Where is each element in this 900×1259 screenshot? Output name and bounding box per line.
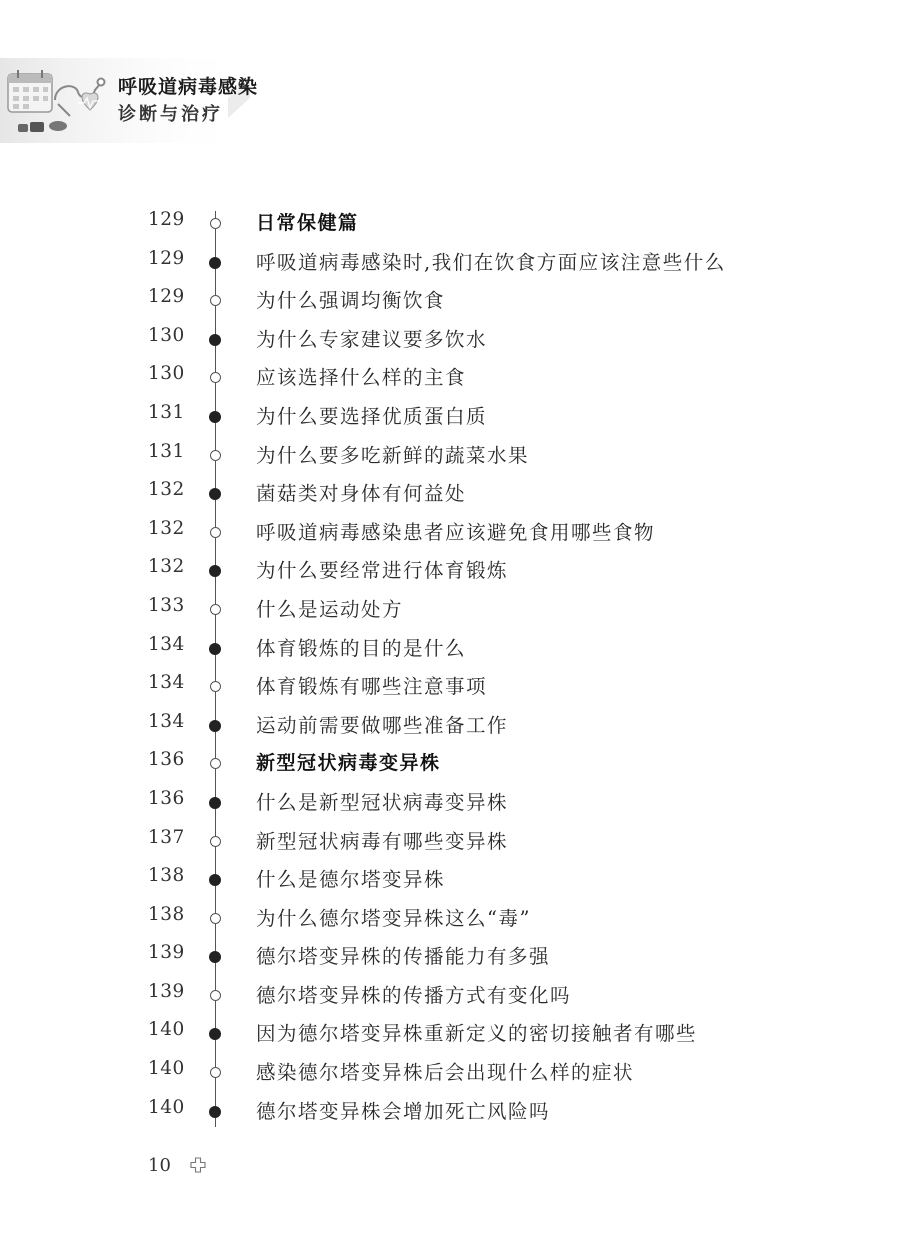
- toc-row[interactable]: [0, 1091, 900, 1130]
- toc-entry-text: 为什么要选择优质蛋白质: [256, 404, 488, 428]
- hollow-bullet-icon: [210, 218, 221, 229]
- toc-entry-text: 为什么德尔塔变异株这么“毒”: [256, 906, 531, 930]
- toc-entry-text: 为什么强调均衡饮食: [256, 289, 446, 313]
- toc-entry-text: 感染德尔塔变异株后会出现什么样的症状: [256, 1061, 635, 1085]
- toc-row[interactable]: [0, 319, 900, 358]
- toc-row[interactable]: [0, 821, 900, 860]
- toc-page-number: 129: [148, 247, 185, 269]
- toc-row[interactable]: [0, 242, 900, 281]
- filled-bullet-icon: [209, 411, 221, 423]
- filled-bullet-icon: [209, 643, 221, 655]
- toc-row[interactable]: [0, 1013, 900, 1052]
- toc-page-number: 139: [148, 980, 185, 1002]
- toc-row[interactable]: [0, 898, 900, 937]
- toc-page-number: 129: [148, 286, 185, 308]
- toc-entry-text: 为什么要经常进行体育锻炼: [256, 559, 509, 583]
- toc-page-number: 137: [148, 826, 185, 848]
- toc-page-number: 130: [148, 324, 185, 346]
- hollow-bullet-icon: [210, 372, 221, 383]
- toc-row[interactable]: [0, 357, 900, 396]
- toc-section-row[interactable]: [0, 743, 900, 782]
- toc-entry-text: 运动前需要做哪些准备工作: [256, 713, 509, 737]
- hollow-bullet-icon: [210, 758, 221, 769]
- filled-bullet-icon: [209, 874, 221, 886]
- toc-page-number: 132: [148, 517, 185, 539]
- toc-entry-text: 菌菇类对身体有何益处: [256, 482, 467, 506]
- toc-page-number: 134: [148, 633, 185, 655]
- toc-entry-text: 什么是德尔塔变异株: [256, 868, 446, 892]
- toc-row[interactable]: [0, 280, 900, 319]
- toc-entry-text: 因为德尔塔变异株重新定义的密切接触者有哪些: [256, 1022, 698, 1046]
- toc-row[interactable]: [0, 859, 900, 898]
- hollow-bullet-icon: [210, 913, 221, 924]
- hollow-bullet-icon: [210, 1067, 221, 1078]
- toc-page-number: 129: [148, 209, 185, 230]
- toc-row[interactable]: [0, 435, 900, 474]
- toc-entry-text: 为什么专家建议要多饮水: [256, 327, 488, 351]
- toc-row[interactable]: [0, 782, 900, 821]
- toc-page-number: 136: [148, 749, 185, 771]
- filled-bullet-icon: [209, 1106, 221, 1118]
- toc-entry-text: 体育锻炼的目的是什么: [256, 636, 467, 660]
- cross-icon: [190, 1157, 206, 1173]
- toc-page-number: 138: [148, 903, 185, 925]
- toc-entry-text: 德尔塔变异株的传播方式有变化吗: [256, 983, 572, 1007]
- toc-page-number: 134: [148, 672, 185, 694]
- toc-entry-text: 什么是运动处方: [256, 597, 404, 621]
- toc-entry-text: 体育锻炼有哪些注意事项: [256, 675, 488, 699]
- filled-bullet-icon: [209, 720, 221, 732]
- toc-page-number: 139: [148, 942, 185, 964]
- book-title: 呼吸道病毒感染: [118, 76, 259, 98]
- book-header: [0, 0, 330, 150]
- hollow-bullet-icon: [210, 295, 221, 306]
- filled-bullet-icon: [209, 1028, 221, 1040]
- toc-row[interactable]: [0, 473, 900, 512]
- toc-row[interactable]: [0, 666, 900, 705]
- toc-section-title: 日常保健篇: [256, 212, 359, 234]
- hollow-bullet-icon: [210, 604, 221, 615]
- table-of-contents: [0, 203, 900, 1129]
- toc-section-title: 新型冠状病毒变异株: [256, 752, 441, 775]
- toc-page-number: 140: [148, 1019, 185, 1041]
- toc-entry-text: 新型冠状病毒有哪些变异株: [256, 829, 509, 853]
- calendar-icon: [8, 70, 52, 112]
- toc-page-number: 132: [148, 479, 185, 501]
- hollow-bullet-icon: [210, 527, 221, 538]
- toc-entry-text: 应该选择什么样的主食: [256, 366, 467, 390]
- book-subtitle: 诊断与治疗: [118, 104, 223, 125]
- toc-row[interactable]: [0, 550, 900, 589]
- footer-page-number: 10: [148, 1155, 171, 1176]
- toc-entry-text: 为什么要多吃新鲜的蔬菜水果: [256, 443, 530, 467]
- filled-bullet-icon: [209, 334, 221, 346]
- toc-page-number: 131: [148, 440, 185, 462]
- filled-bullet-icon: [209, 565, 221, 577]
- toc-page-number: 134: [148, 710, 185, 732]
- hollow-bullet-icon: [210, 836, 221, 847]
- toc-entry-text: 德尔塔变异株的传播能力有多强: [256, 945, 551, 969]
- toc-row[interactable]: [0, 512, 900, 551]
- toc-page-number: 140: [148, 1096, 185, 1118]
- toc-page-number: 130: [148, 363, 185, 385]
- toc-row[interactable]: [0, 1052, 900, 1091]
- toc-entry-text: 呼吸道病毒感染时,我们在饮食方面应该注意些什么: [256, 250, 726, 274]
- toc-page-number: 132: [148, 556, 185, 578]
- toc-section-row[interactable]: [0, 203, 900, 242]
- toc-row[interactable]: [0, 396, 900, 435]
- toc-page-number: 136: [148, 787, 185, 809]
- toc-entry-text: 什么是新型冠状病毒变异株: [256, 790, 509, 814]
- toc-page-number: 133: [148, 594, 185, 616]
- toc-row[interactable]: [0, 975, 900, 1014]
- filled-bullet-icon: [209, 951, 221, 963]
- filled-bullet-icon: [209, 257, 221, 269]
- filled-bullet-icon: [209, 488, 221, 500]
- toc-entry-text: 呼吸道病毒感染患者应该避免食用哪些食物: [256, 520, 656, 544]
- toc-page-number: 131: [148, 401, 185, 423]
- toc-page-number: 138: [148, 865, 185, 887]
- toc-row[interactable]: [0, 936, 900, 975]
- toc-row[interactable]: [0, 628, 900, 667]
- hollow-bullet-icon: [210, 990, 221, 1001]
- toc-row[interactable]: [0, 705, 900, 744]
- toc-row[interactable]: [0, 589, 900, 628]
- toc-entry-text: 德尔塔变异株会增加死亡风险吗: [256, 1099, 551, 1123]
- hollow-bullet-icon: [210, 450, 221, 461]
- hollow-bullet-icon: [210, 681, 221, 692]
- filled-bullet-icon: [209, 797, 221, 809]
- toc-page-number: 140: [148, 1058, 185, 1080]
